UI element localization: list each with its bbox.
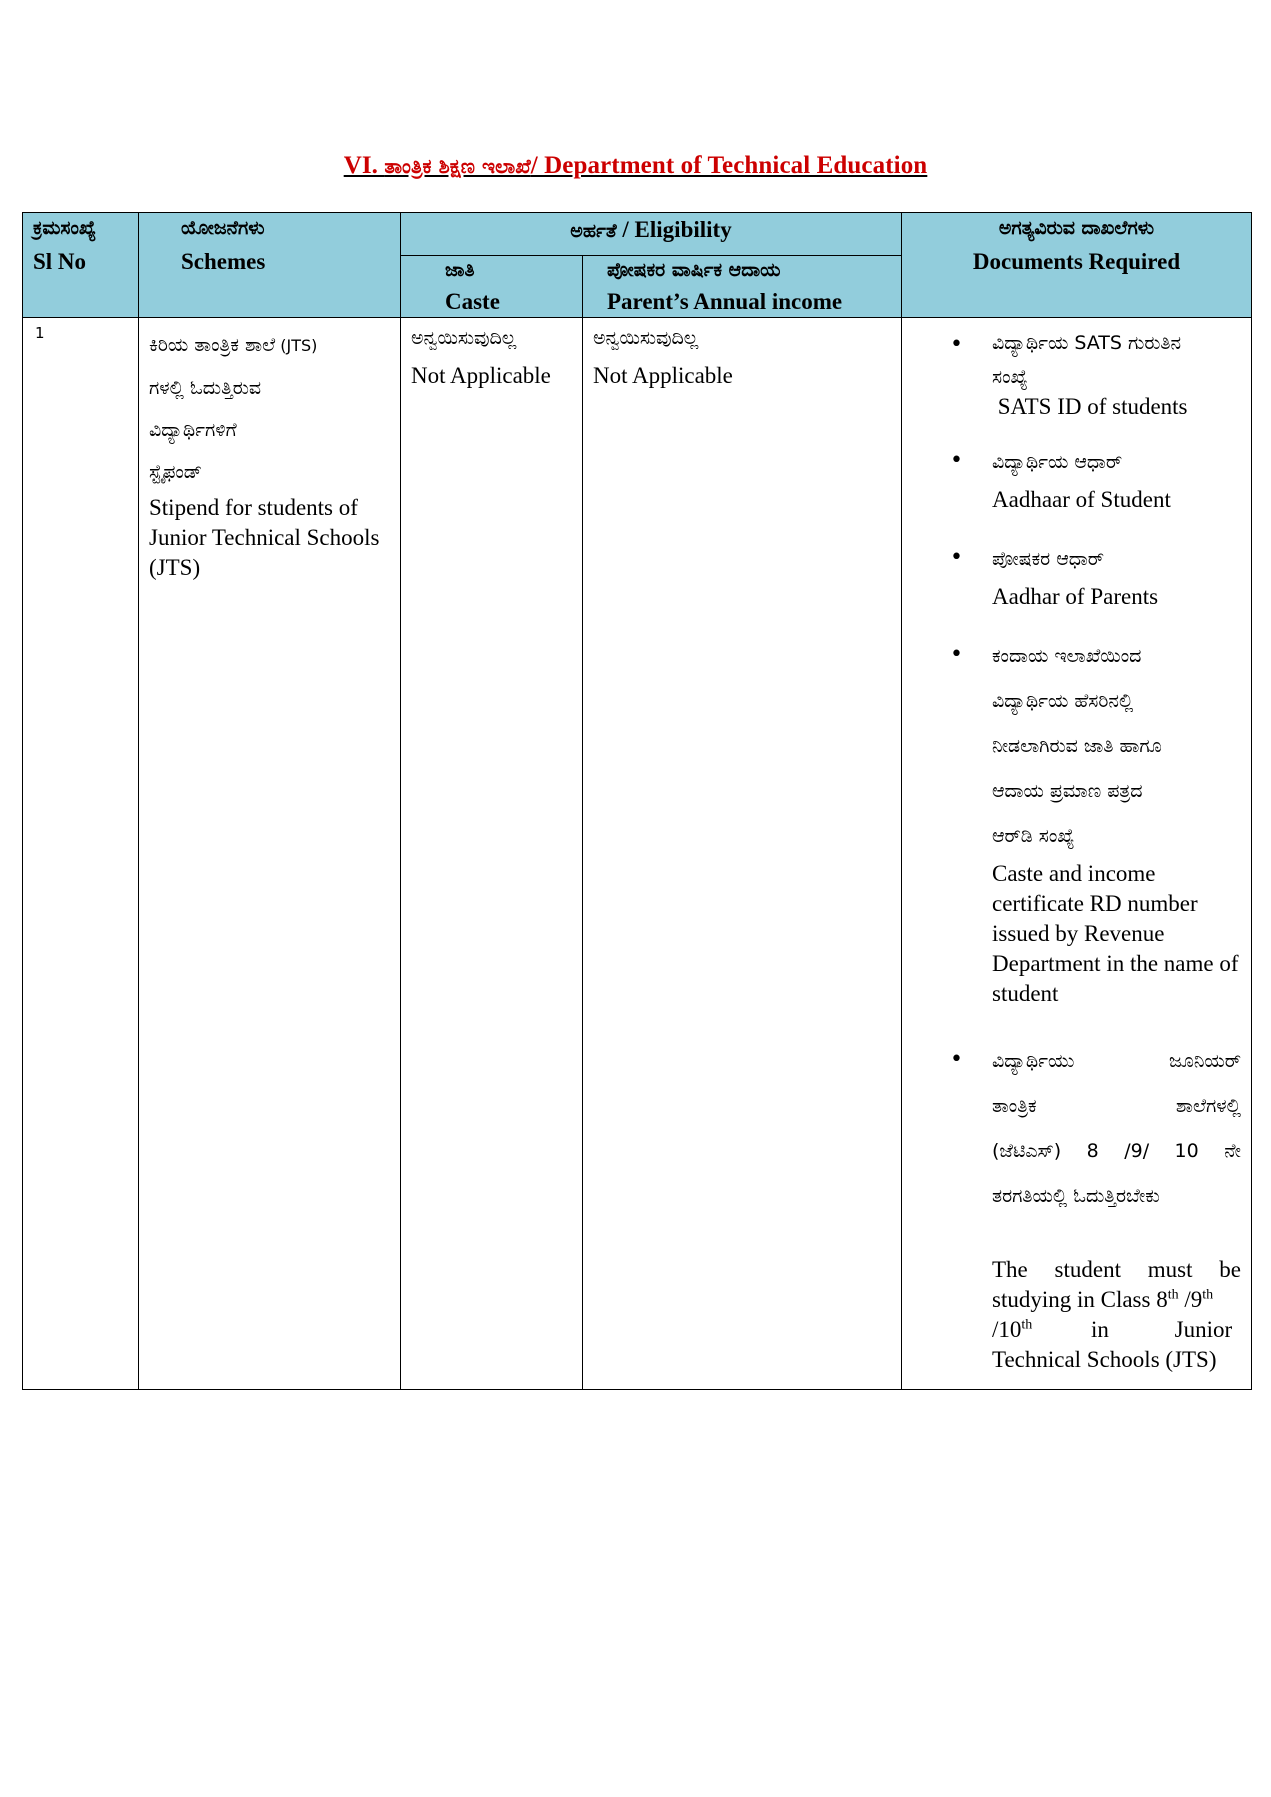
cell-sl-no: 1 xyxy=(23,318,139,1390)
document-item xyxy=(950,440,1241,515)
doc-en-text: studying in Class 8 xyxy=(992,1287,1168,1312)
doc-kn-line: (ಜೆಟಿಎಸ್) 8 /9/ 10 ನೇ xyxy=(992,1140,1241,1162)
document-item xyxy=(950,1039,1241,1375)
header-schemes-kn: ಯೋಜನೆಗಳು xyxy=(181,217,265,239)
header-sl-en: Sl No xyxy=(33,249,87,274)
scheme-kn-text: ಕಿರಿಯ ತಾಂತ್ರಿಕ ಶಾಲೆ xyxy=(149,334,276,356)
doc-en: SATS ID of students xyxy=(992,394,1188,419)
cell-caste xyxy=(401,318,583,1390)
doc-en: Aadhar of Parents xyxy=(992,584,1159,609)
header-docs-en: Documents Required xyxy=(972,249,1181,274)
doc-kn-line: ವಿದ್ಯಾರ್ಥಿಯ ಆಧಾರ್ xyxy=(992,451,1123,473)
scheme-kn-line xyxy=(149,324,392,367)
header-eligibility xyxy=(401,213,902,256)
income-kn: ಅನ್ವಯಿಸುವುದಿಲ್ಲ xyxy=(593,327,699,349)
header-schemes xyxy=(139,213,401,318)
schemes-table xyxy=(22,212,1252,1390)
doc-en-line xyxy=(992,1285,1241,1315)
header-docs-kn: ಅಗತ್ಯವಿರುವ ದಾಖಲೆಗಳು xyxy=(998,217,1155,239)
header-caste-en: Caste xyxy=(445,289,500,314)
doc-kn-line: ವಿದ್ಯಾರ್ಥಿಯು ಜೂನಿಯರ್ xyxy=(992,1050,1241,1072)
doc-kn-line: ಸಂಖ್ಯೆ xyxy=(992,366,1028,388)
header-caste-kn: ಜಾತಿ xyxy=(445,259,475,281)
doc-en-sup: th xyxy=(1167,1287,1179,1303)
title-english: / Department of Technical Education xyxy=(530,152,928,179)
cell-scheme xyxy=(139,318,401,1390)
doc-en: Aadhaar of Student xyxy=(992,487,1171,512)
scheme-kn-line: ಗಳಲ್ಲಿ ಓದುತ್ತಿರುವ xyxy=(149,377,262,399)
doc-en-sup: th xyxy=(1202,1287,1214,1303)
doc-kn-line: ನೀಡಲಾಗಿರುವ ಜಾತಿ ಹಾಗೂ xyxy=(992,735,1162,757)
header-caste xyxy=(401,256,583,318)
header-eligibility-kn: ಅರ್ಹತೆ xyxy=(570,220,617,242)
cell-income xyxy=(583,318,902,1390)
table-row xyxy=(23,318,1252,1390)
scheme-kn-jts: (JTS) xyxy=(275,336,318,355)
doc-kn-line: ತಾಂತ್ರಿಕ ಶಾಲೆಗಳಲ್ಲಿ xyxy=(992,1095,1241,1117)
scheme-en: Stipend for students of Junior Technical Schools (JTS) xyxy=(149,495,380,580)
header-documents xyxy=(902,213,1252,318)
doc-en: Caste and income certificate RD number issued by Revenue Department in the name of student xyxy=(992,861,1239,1006)
header-income-en: Parent’s Annual income xyxy=(607,289,843,314)
doc-en-text: in Junior xyxy=(1091,1317,1233,1342)
doc-kn-line: ಆದಾಯ ಪ್ರಮಾಣ ಪತ್ರದ xyxy=(992,780,1143,802)
document-item xyxy=(950,634,1241,1009)
header-sl-no xyxy=(23,213,139,318)
bullet-icon: • xyxy=(950,1047,963,1072)
doc-kn-line: ಕಂದಾಯ ಇಲಾಖೆಯಿಂದ xyxy=(992,645,1142,667)
header-sl-kn: ಕ್ರಮಸಂಖ್ಯೆ xyxy=(33,217,97,239)
title-prefix: VI. xyxy=(343,152,385,179)
bullet-icon: • xyxy=(950,545,963,570)
bullet-icon: • xyxy=(950,332,963,357)
doc-en-text: /10 xyxy=(992,1317,1022,1342)
bullet-icon: • xyxy=(950,448,963,473)
doc-kn-line: ವಿದ್ಯಾರ್ಥಿಯ SATS ಗುರುತಿನ xyxy=(992,332,1182,354)
scheme-kn-line: ವಿದ್ಯಾರ್ಥಿಗಳಿಗೆ xyxy=(149,419,237,441)
doc-en-line: The student must be xyxy=(992,1257,1241,1282)
cell-documents xyxy=(902,318,1252,1390)
doc-kn-line: ಪೋಷಕರ ಆಧಾರ್ xyxy=(992,548,1104,570)
header-income xyxy=(583,256,902,318)
bullet-icon: • xyxy=(950,642,963,667)
doc-kn-line: ವಿದ್ಯಾರ್ಥಿಯ ಹೆಸರಿನಲ್ಲಿ xyxy=(992,690,1134,712)
page-title xyxy=(0,152,1271,180)
income-en: Not Applicable xyxy=(593,363,733,388)
title-kannada: ತಾಂತ್ರಿಕ ಶಿಕ್ಷಣ ಇಲಾಖೆ xyxy=(384,154,531,178)
doc-en-line: Technical Schools (JTS) xyxy=(992,1347,1217,1372)
doc-en-line xyxy=(992,1315,1241,1345)
caste-en: Not Applicable xyxy=(411,363,551,388)
doc-en-sup: th xyxy=(1021,1317,1033,1333)
doc-en-class10 xyxy=(992,1315,1032,1345)
header-schemes-en: Schemes xyxy=(181,249,266,274)
header-income-kn: ಪೋಷಕರ ವಾರ್ಷಿಕ ಆದಾಯ xyxy=(607,259,781,281)
doc-kn-line: ಆರ್‌ಡಿ ಸಂಖ್ಯೆ xyxy=(992,825,1075,847)
document-item xyxy=(950,537,1241,612)
caste-kn: ಅನ್ವಯಿಸುವುದಿಲ್ಲ xyxy=(411,327,517,349)
doc-en-text: /9 xyxy=(1178,1287,1203,1312)
header-eligibility-en: / Eligibility xyxy=(616,217,732,242)
scheme-kn-line: ಸ್ಟೈಫಂಡ್ xyxy=(149,461,203,483)
doc-kn-line: ತರಗತಿಯಲ್ಲಿ ಓದುತ್ತಿರಬೇಕು xyxy=(992,1185,1160,1207)
document-item xyxy=(950,324,1241,422)
